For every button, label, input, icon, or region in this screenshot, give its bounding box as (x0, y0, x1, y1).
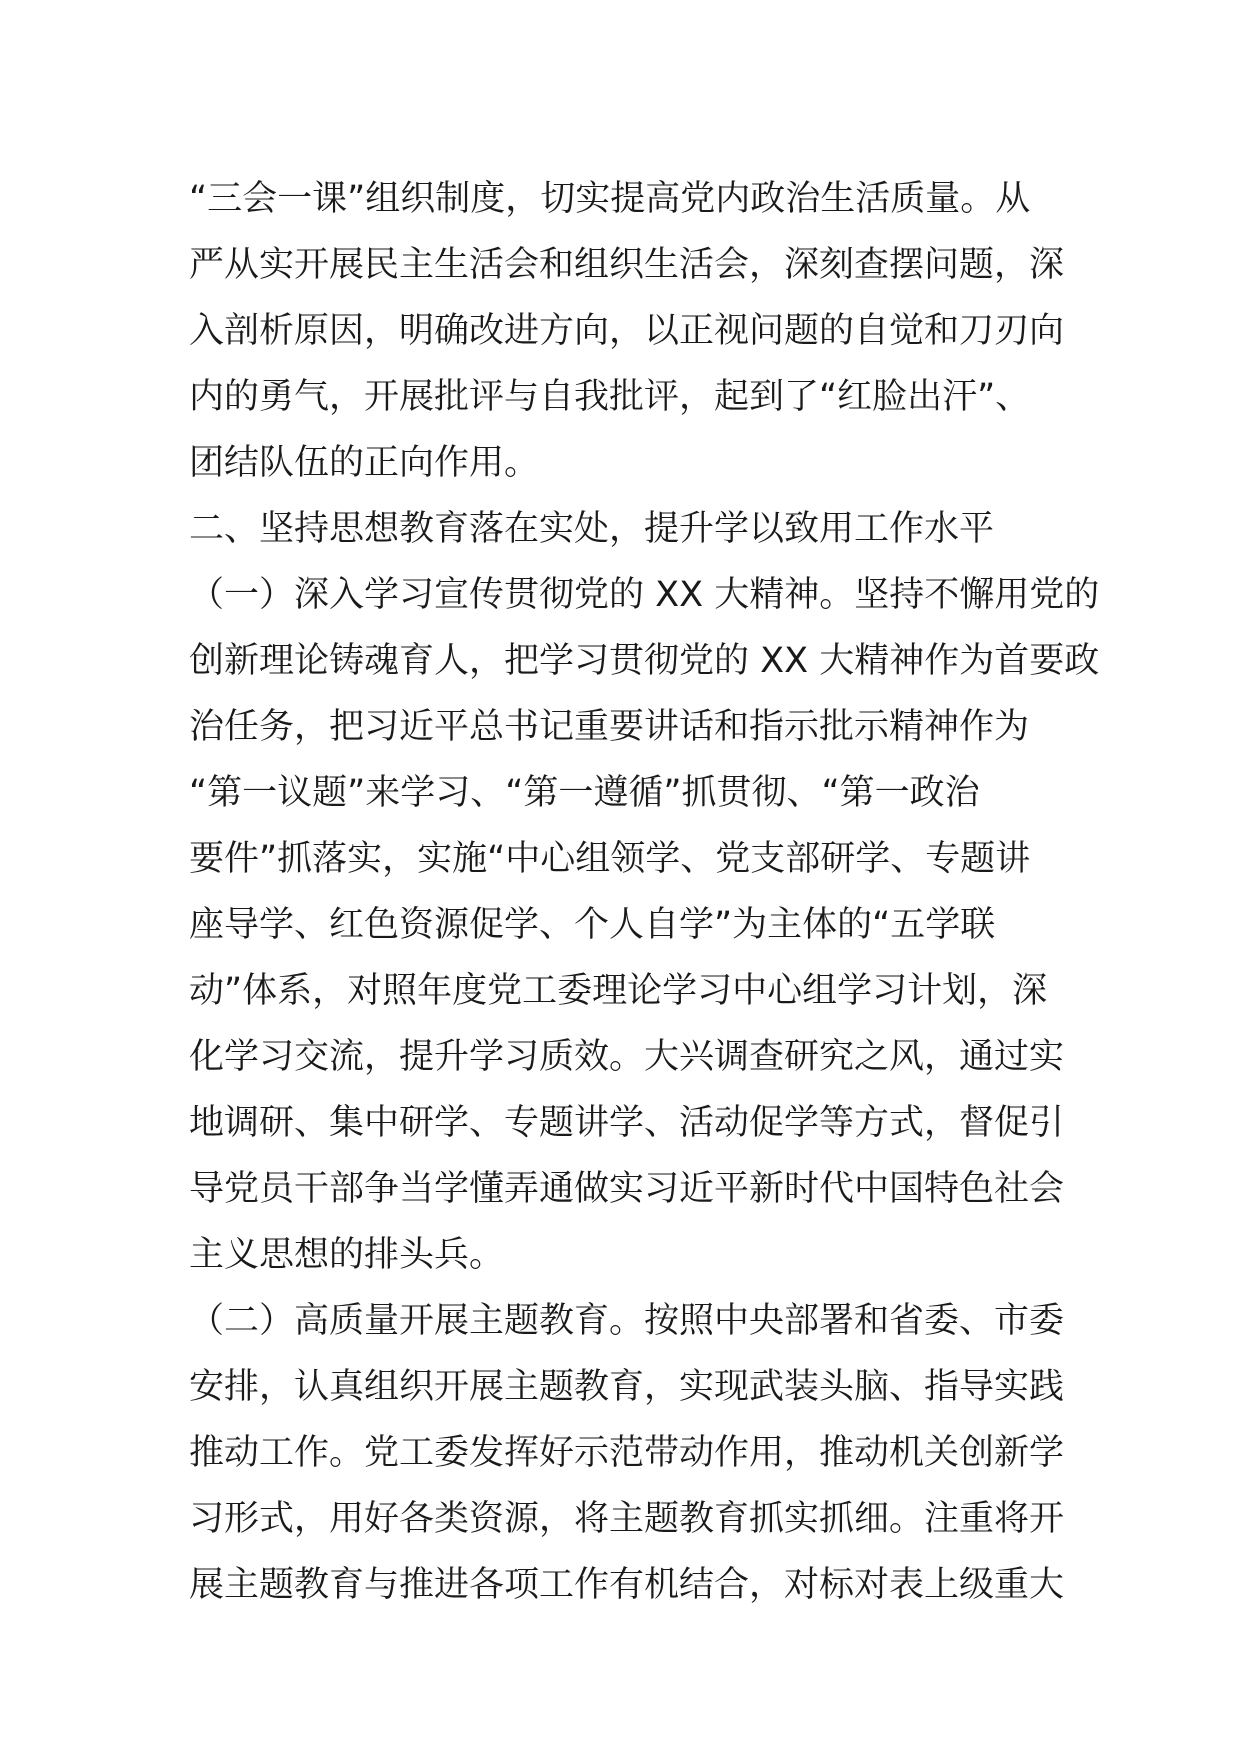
text-line: 严从实开展民主生活会和组织生活会，深刻查摆问题，深 (189, 245, 1065, 285)
text-line: 习形式，用好各类资源，将主题教育抓实抓细。注重将开 (189, 1499, 1065, 1539)
text-line: 动”体系，对照年度党工委理论学习中心组学习计划，深 (189, 971, 1048, 1011)
text-line: （一）深入学习宣传贯彻党的 XX 大精神。坚持不懈用党的 (189, 575, 1100, 615)
text-line: 推动工作。党工委发挥好示范带动作用，推动机关创新学 (189, 1433, 1065, 1473)
text-line: 治任务，把习近平总书记重要讲话和指示批示精神作为 (189, 707, 1030, 747)
text-line: 地调研、集中研学、专题讲学、活动促学等方式，督促引 (189, 1103, 1065, 1143)
section-heading: 二、坚持思想教育落在实处，提升学以致用工作水平 (189, 509, 995, 549)
text-line: “三会一课”组织制度，切实提高党内政治生活质量。从 (189, 179, 1031, 219)
text-line: 导党员干部争当学懂弄通做实习近平新时代中国特色社会 (189, 1169, 1065, 1209)
text-line: 化学习交流，提升学习质效。大兴调查研究之风，通过实 (189, 1037, 1065, 1077)
text-line: （二）高质量开展主题教育。按照中央部署和省委、市委 (189, 1301, 1065, 1341)
text-line: 创新理论铸魂育人，把学习贯彻党的 XX 大精神作为首要政 (189, 641, 1100, 681)
text-line: 团结队伍的正向作用。 (189, 443, 540, 483)
text-line: 展主题教育与推进各项工作有机结合，对标对表上级重大 (189, 1565, 1065, 1605)
document-body (189, 166, 1100, 1618)
text-line: 内的勇气，开展批评与自我批评，起到了“红脸出汗”、 (189, 377, 1031, 417)
text-line: 安排，认真组织开展主题教育，实现武装头脑、指导实践 (189, 1367, 1065, 1407)
text-line: 要件”抓落实，实施“中心组领学、党支部研学、专题讲 (189, 839, 1031, 879)
text-line: “第一议题”来学习、“第一遵循”抓贯彻、“第一政治 (189, 773, 980, 813)
text-line: 主义思想的排头兵。 (189, 1235, 505, 1275)
text-line: 座导学、红色资源促学、个人自学”为主体的“五学联 (189, 905, 996, 945)
text-line: 入剖析原因，明确改进方向，以正视问题的自觉和刀刃向 (189, 311, 1065, 351)
